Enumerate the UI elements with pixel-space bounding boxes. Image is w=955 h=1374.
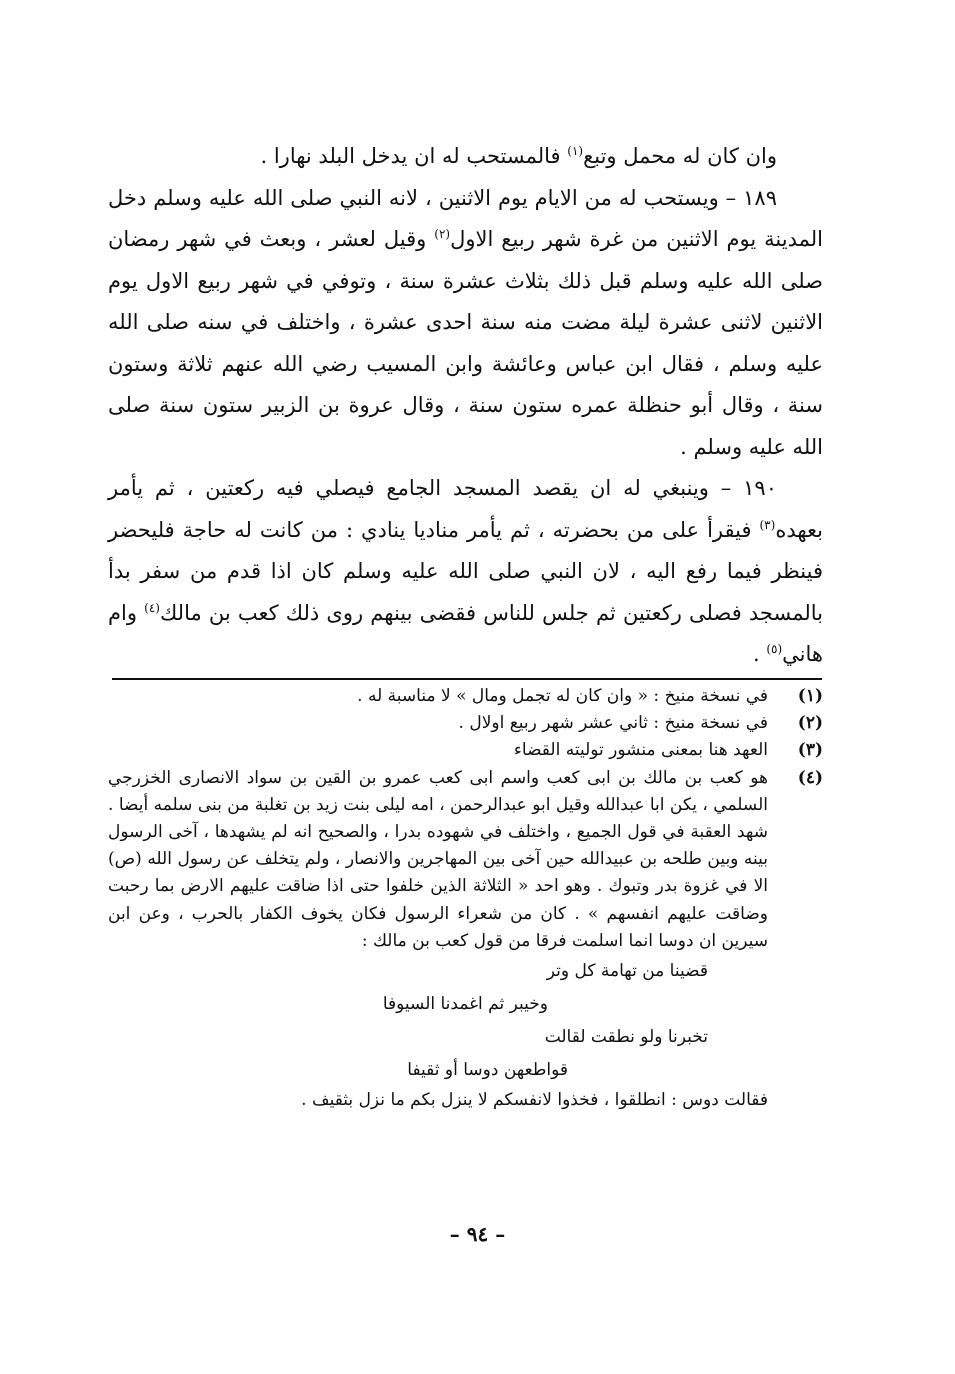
footnote-ref-4: (٤) — [144, 600, 160, 615]
footnote-2 — [108, 710, 823, 737]
footnote-text: هو كعب بن مالك بن ابى كعب واسم ابى كعب عمرو بن القين بن سواد الانصارى الخزرجي السلمي ، يكن ابا عبدالله وقيل ابو عبدالرحمن ، امه ليلى بنت زيد بن تغلبة من بنى سلمه أيضا . شهد العقبة في قول الجميع ، واختلف في شهوده بدرا ، والصحيح انه لم يشهدها ، آخى الرسول بينه وبين طلحه بن عبيدالله حين آخى بين المهاجرين والانصار ، ولم يتخلف عن رسول الله (ص) الا في غزوة بدر وتبوك . وهو احد « الثلاثة الذين خلفوا حتى اذا ضاقت عليهم الارض بما رحبت وضاقت عليهم انفسهم » . كان من شعراء الرسول فكان يخوف الكفار بالحرب ، وعن ابن سيرين ان دوسا انما اسلمت فرقا من قول كعب بن مالك : — [108, 767, 768, 951]
footnote-ref-1: (١) — [567, 144, 584, 158]
poem-line: تخبرنا ولو نطقت لقالت — [544, 1027, 708, 1048]
poem — [108, 955, 768, 1087]
poem-line: وخيبر ثم اغمدنا السيوفا — [382, 994, 548, 1015]
paragraph-text: فيقرأ على من بحضرته ، ثم يأمر مناديا ينادي : من كانت له حاجة فليحضر فينظر فيما رفع اليه ، لان النبي صلى الله عليه وسلم كان اذا قدم من سفر بدأ بالمسجد فصلى ركعتين ثم جلس للناس فقضى بينهم روى ذلك كعب بن مالك — [108, 517, 824, 625]
footnote-number: (٢) — [797, 713, 823, 734]
paragraph-text: وان كان له محمل وتبع — [583, 144, 777, 168]
footnote-4-body — [108, 765, 768, 1115]
footnote-closing-line: فقالت دوس : انطلقوا ، فخذوا لانفسكم لا ينزل بكم ما نزل بثقيف . — [301, 1090, 768, 1111]
paragraph-text: ١٨٩ – ويستحب له من الايام يوم الاثنين ، لانه النبي صلى الله عليه وسلم دخل المدينة يوم الاثنين من غرة شهر ربيع الاول — [108, 185, 823, 251]
footnote-ref-5: (٥) — [766, 642, 783, 656]
paragraph-text: وقيل لعشر ، وبعث في شهر رمضان صلى الله عليه وسلم قبل ذلك بثلاث عشرة سنة ، وتوفي في شهر ربيع الاول يوم الاثنين لاثنى عشرة ليلة مضت منه سنة احدى عشرة ، واختلف في سنه صلى الله عليه وسلم ، فقال ابن عباس وعائشة وابن المسيب رضي الله عنهم ثلاثة وستون سنة ، وقال أبو حنظلة عمره ستون سنة ، وقال عروة بن الزبير ستون سنة صلى الله عليه وسلم . — [108, 227, 823, 459]
paragraph-text: فالمستحب له ان يدخل البلد نهارا . — [260, 144, 568, 168]
footnote-number: (٤) — [797, 767, 823, 788]
page-number: – ٩٤ – — [449, 1222, 506, 1246]
footnote-ref-2: (٢) — [434, 227, 451, 241]
paragraph-190 — [108, 468, 823, 676]
footnote-3 — [108, 737, 823, 764]
footnote-text: في نسخة منيخ : ثاني عشر شهر ربيع اولال . — [458, 713, 768, 734]
footnote-number: (٣) — [797, 740, 823, 761]
paragraph-text: وام هاني — [108, 600, 823, 666]
paragraph-1 — [108, 136, 823, 178]
footnote-1 — [108, 683, 823, 710]
poem-line: قضينا من تهامة كل وتر — [546, 961, 708, 982]
footnote-4 — [108, 765, 823, 1115]
main-text — [108, 136, 823, 676]
footnote-number: (١) — [797, 686, 823, 706]
footnotes — [108, 683, 823, 1114]
poem-line: قواطعهن دوسا أو ثقيفا — [407, 1060, 568, 1081]
paragraph-text: . — [752, 642, 767, 666]
footnote-text: في نسخة منيخ : « وان كان له تجمل ومال » لا مناسبة له . — [357, 686, 768, 706]
paragraph-189 — [108, 178, 823, 469]
footnote-text: العهد هنا بمعنى منشور توليته القضاء — [513, 740, 768, 761]
footnote-ref-3: (٣) — [759, 517, 776, 532]
footnote-separator — [112, 678, 822, 680]
paragraph-text: ١٩٠ – وينبغي له ان يقصد المسجد الجامع فيصلي فيه ركعتين ، ثم يأمر بعهده — [108, 476, 823, 542]
